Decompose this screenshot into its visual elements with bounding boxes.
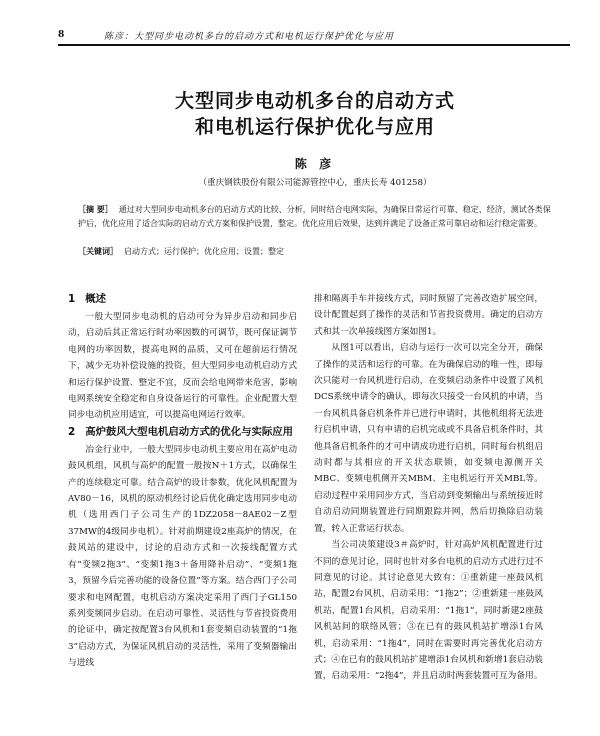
right-column [314, 291, 543, 685]
author: 陈 彦 [294, 157, 336, 171]
page-number: 8 [58, 30, 65, 40]
article-title [60, 88, 570, 140]
paragraph: 当公司决策建设3＃高炉时，针对高炉风机配置进行过不同的意见讨论，同时也针对多台电机的启动方式进行过不同意见的讨论。其讨论意见大致有：①重新建一座鼓风机站，配置2台风机，启动采用：“1拖2”；②重新建一座鼓风机站，配置1台风机，启动采用：“1拖1”，同时新建2座鼓风机站间的联络风管；③在已有的鼓风机站扩增添1台风机，启动采用：“1拖4”，同时在需要时再完善优化启动方式；④在已有的鼓风机站扩建增添1台风机和新增1套启动装置，启动采用：“2拖4”，并且启动时两套装置可互为备用。 [314, 540, 543, 682]
title-line-2: 和电机运行保护优化与应用 [194, 116, 435, 138]
paragraph: 排和隔离手车并接线方式，同时预留了完善改造扩展空间，设计配置起到了操作的灵活和节省投资费用。确定的启动方式和其一次单接线图方案如图1。 [314, 294, 543, 337]
section-title-2: 高炉鼓风大型电机启动方式的优化与实际应用 [85, 425, 294, 438]
header-rule [58, 44, 570, 46]
abstract [78, 202, 558, 231]
paragraph: 冶金行业中，一般大型同步电动机主要应用在高炉电动鼓风机组，风机与高炉的配置一般按N＋1方式，以确保生产的连续稳定可靠。结合高炉的设计参数，优化风机配置为AV80－16，风机的原动机经讨论后优化确定选用同步电动机（选用西门子公司生产的1DZ2058－8AE02－Z型37MW的4级同步电机）。针对前期建设2座高炉的情况，在鼓风站的建设中，讨论的启动方式和一次接线配置方式有“变频2拖3”、“变频1拖3＋备用降补启动”、“变频1拖3，预留今后完善功能的设备位置”等方案。结合西门子公司要求和电网配置，电机启动方案决定采用了西门子GL150系列变频同步启动。在启动可靠性、灵活性与节省投资费用的论证中，确定按配置3台风机和1套变频启动装置的“1拖3”启动方式，为保证风机启动的灵活性，采用了变频器输出与进线 [68, 444, 297, 669]
abstract-text: 通过对大型同步电动机多台的启动方式的比较、分析，同时结合电网实际，为确保日常运行可靠、稳定、经济，测试各类保护后，优化应用了适合实际的启动方式方案和保护设置，整定。优化应用后效果，达到并满足了设备正常可靠启动和运行稳定需要。 [78, 205, 551, 229]
keywords-label: ［关键词］ [78, 246, 118, 256]
abstract-label: ［摘 要］ [78, 204, 113, 214]
running-title: 陈彦：大型同步电动机多台的启动方式和电机运行保护优化与应用 [104, 31, 395, 42]
title-line-1: 大型同步电动机多台的启动方式 [174, 90, 455, 112]
keywords-text: 启动方式；运行保护；优化应用；设置；整定 [124, 247, 284, 256]
paragraph: 从图1可以看出，启动与运行一次可以完全分开，确保了操作的灵活和运行的可靠。在为确保启动的唯一性，即每次只能对一台风机进行启动，在变频启动条件中设置了风机DCS系统申请令的确认，即每次只接受一台风机的申请，当一台风机具备启机条件并已进行申请时，其他机组将无法进行启机申请，只有申请的启机完成或不具备启机条件时，其他具备启机条件的才可申请成功进行启机，同时每台机组启动时都与其相应的开关状态联锁，如变频电源侧开关MBC、变频电机侧开关MBM、主电机运行开关MBL等。启动过程中采用同步方式，当启动到变频输出与系统接近时自动启动同期装置进行同期跟踪并网，然后切换除启动装置，转入正常运行状态。 [314, 343, 543, 534]
left-column [68, 291, 297, 672]
section-number-2: 2 [68, 425, 76, 438]
section-heading-2 [68, 424, 297, 441]
keywords [78, 245, 558, 258]
running-header [58, 27, 570, 43]
section-number-1: 1 [68, 293, 76, 305]
paragraph: 一般大型同步电动机的启动可分为异步启动和同步启动，启动后其正常运行时功率因数的可调节，既可保证调节电网的功率因数，提高电网的品质，又可在超前运行情况下，减少无功补偿设施的投资，但大型同步电动机启动方式和运行保护设置、整定不宜，反而会给电网带来危害，影响电网系统安全稳定和自身设备运行的可靠性。企业配置大型同步电动机应用适宜，可以提高电网运行效率。 [68, 312, 297, 421]
affiliation: （重庆钢铁股份有限公司能源管控中心，重庆长寿 401258） [198, 178, 432, 188]
section-title-1: 概述 [85, 293, 107, 305]
section-heading-1 [68, 291, 297, 308]
